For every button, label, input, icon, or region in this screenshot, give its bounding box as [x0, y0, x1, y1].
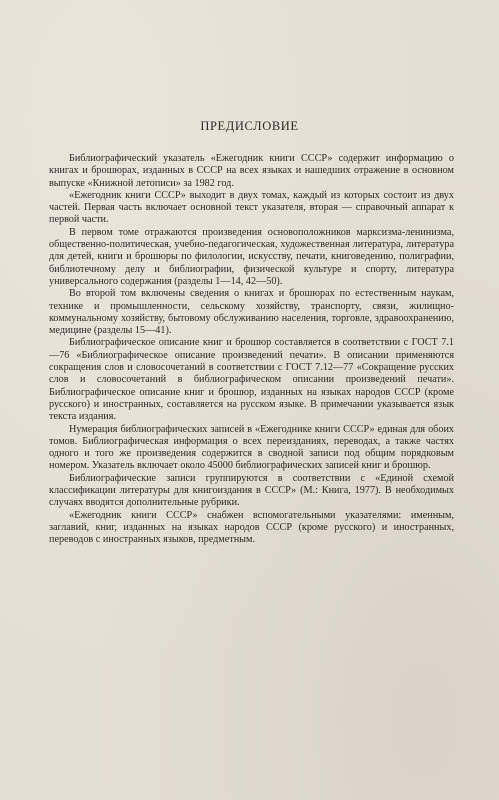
- page-title: ПРЕДИСЛОВИЕ: [200, 119, 299, 133]
- paragraph: В первом томе отражаются произведения основоположников марксизма-ленинизма, общественно-политическая, учебно-педагогическая, художественная литература, литература для детей, книги и брошюры по филологии, искусству, печати, книговедению, полиграфии, библиотечному делу и библиографии, физической культуре и спорту, литература универсального содержания (разделы 1—14, 42—50).: [49, 226, 454, 287]
- paragraph: Библиографический указатель «Ежегодник книги СССР» содержит информацию о книгах и брошюрах, изданных в СССР на всех языках и нашедших отражение в основном выпуске «Книжной летописи» за 1982 год.: [49, 153, 454, 189]
- paragraph: «Ежегодник книги СССР» выходит в двух томах, каждый из которых состоит из двух частей. Первая часть включает основной текст указателя, вторая — справочный аппарат к первой части.: [49, 189, 454, 226]
- paragraph: Во второй том включены сведения о книгах и брошюрах по естественным наукам, технике и промышленности, сельскому хозяйству, транспорту, связи, жилищно-коммунальному хозяйству, бытовому обслуживанию населения, торговле, здравоохранению, медицине (разделы 15—41).: [49, 288, 454, 337]
- paragraph: Нумерация библиографических записей в «Ежегоднике книги СССР» единая для обоих томов. Библиографическая информация о всех переизданиях, переводах, а также частях одного и того же произведения содержится в сводной записи под общим порядковым номером. Указатель включает около 45000 библиографических записей книг и брошюр.: [49, 423, 454, 472]
- paragraph: «Ежегодник книги СССР» снабжен вспомогательными указателями: именным, заглавий, книг, изданных на языках народов СССР (кроме русского) и иностранных, переводов с иностранных языков, предметным.: [49, 509, 454, 546]
- paragraph: Библиографические записи группируются в соответствии с «Единой схемой классификации литературы для книгоиздания в СССР» (М.: Книга, 1977). В необходимых случаях вводятся дополнительные рубрики.: [49, 472, 454, 509]
- preface-body: [49, 153, 454, 547]
- paragraph: Библиографическое описание книг и брошюр составляется в соответствии с ГОСТ 7.1—76 «Библиографическое описание произведений печати». В описании применяются сокращения слов и словосочетаний в соответствии с ГОСТ 7.12—77 «Сокращение русских слов и словосочетаний в библиографическом описании произведений печати». Библиографическое описание книг и брошюр, изданных на языках народов СССР (кроме русского) и иностранных, составляется на русском языке. В примечании указывается язык текста издания.: [49, 337, 454, 423]
